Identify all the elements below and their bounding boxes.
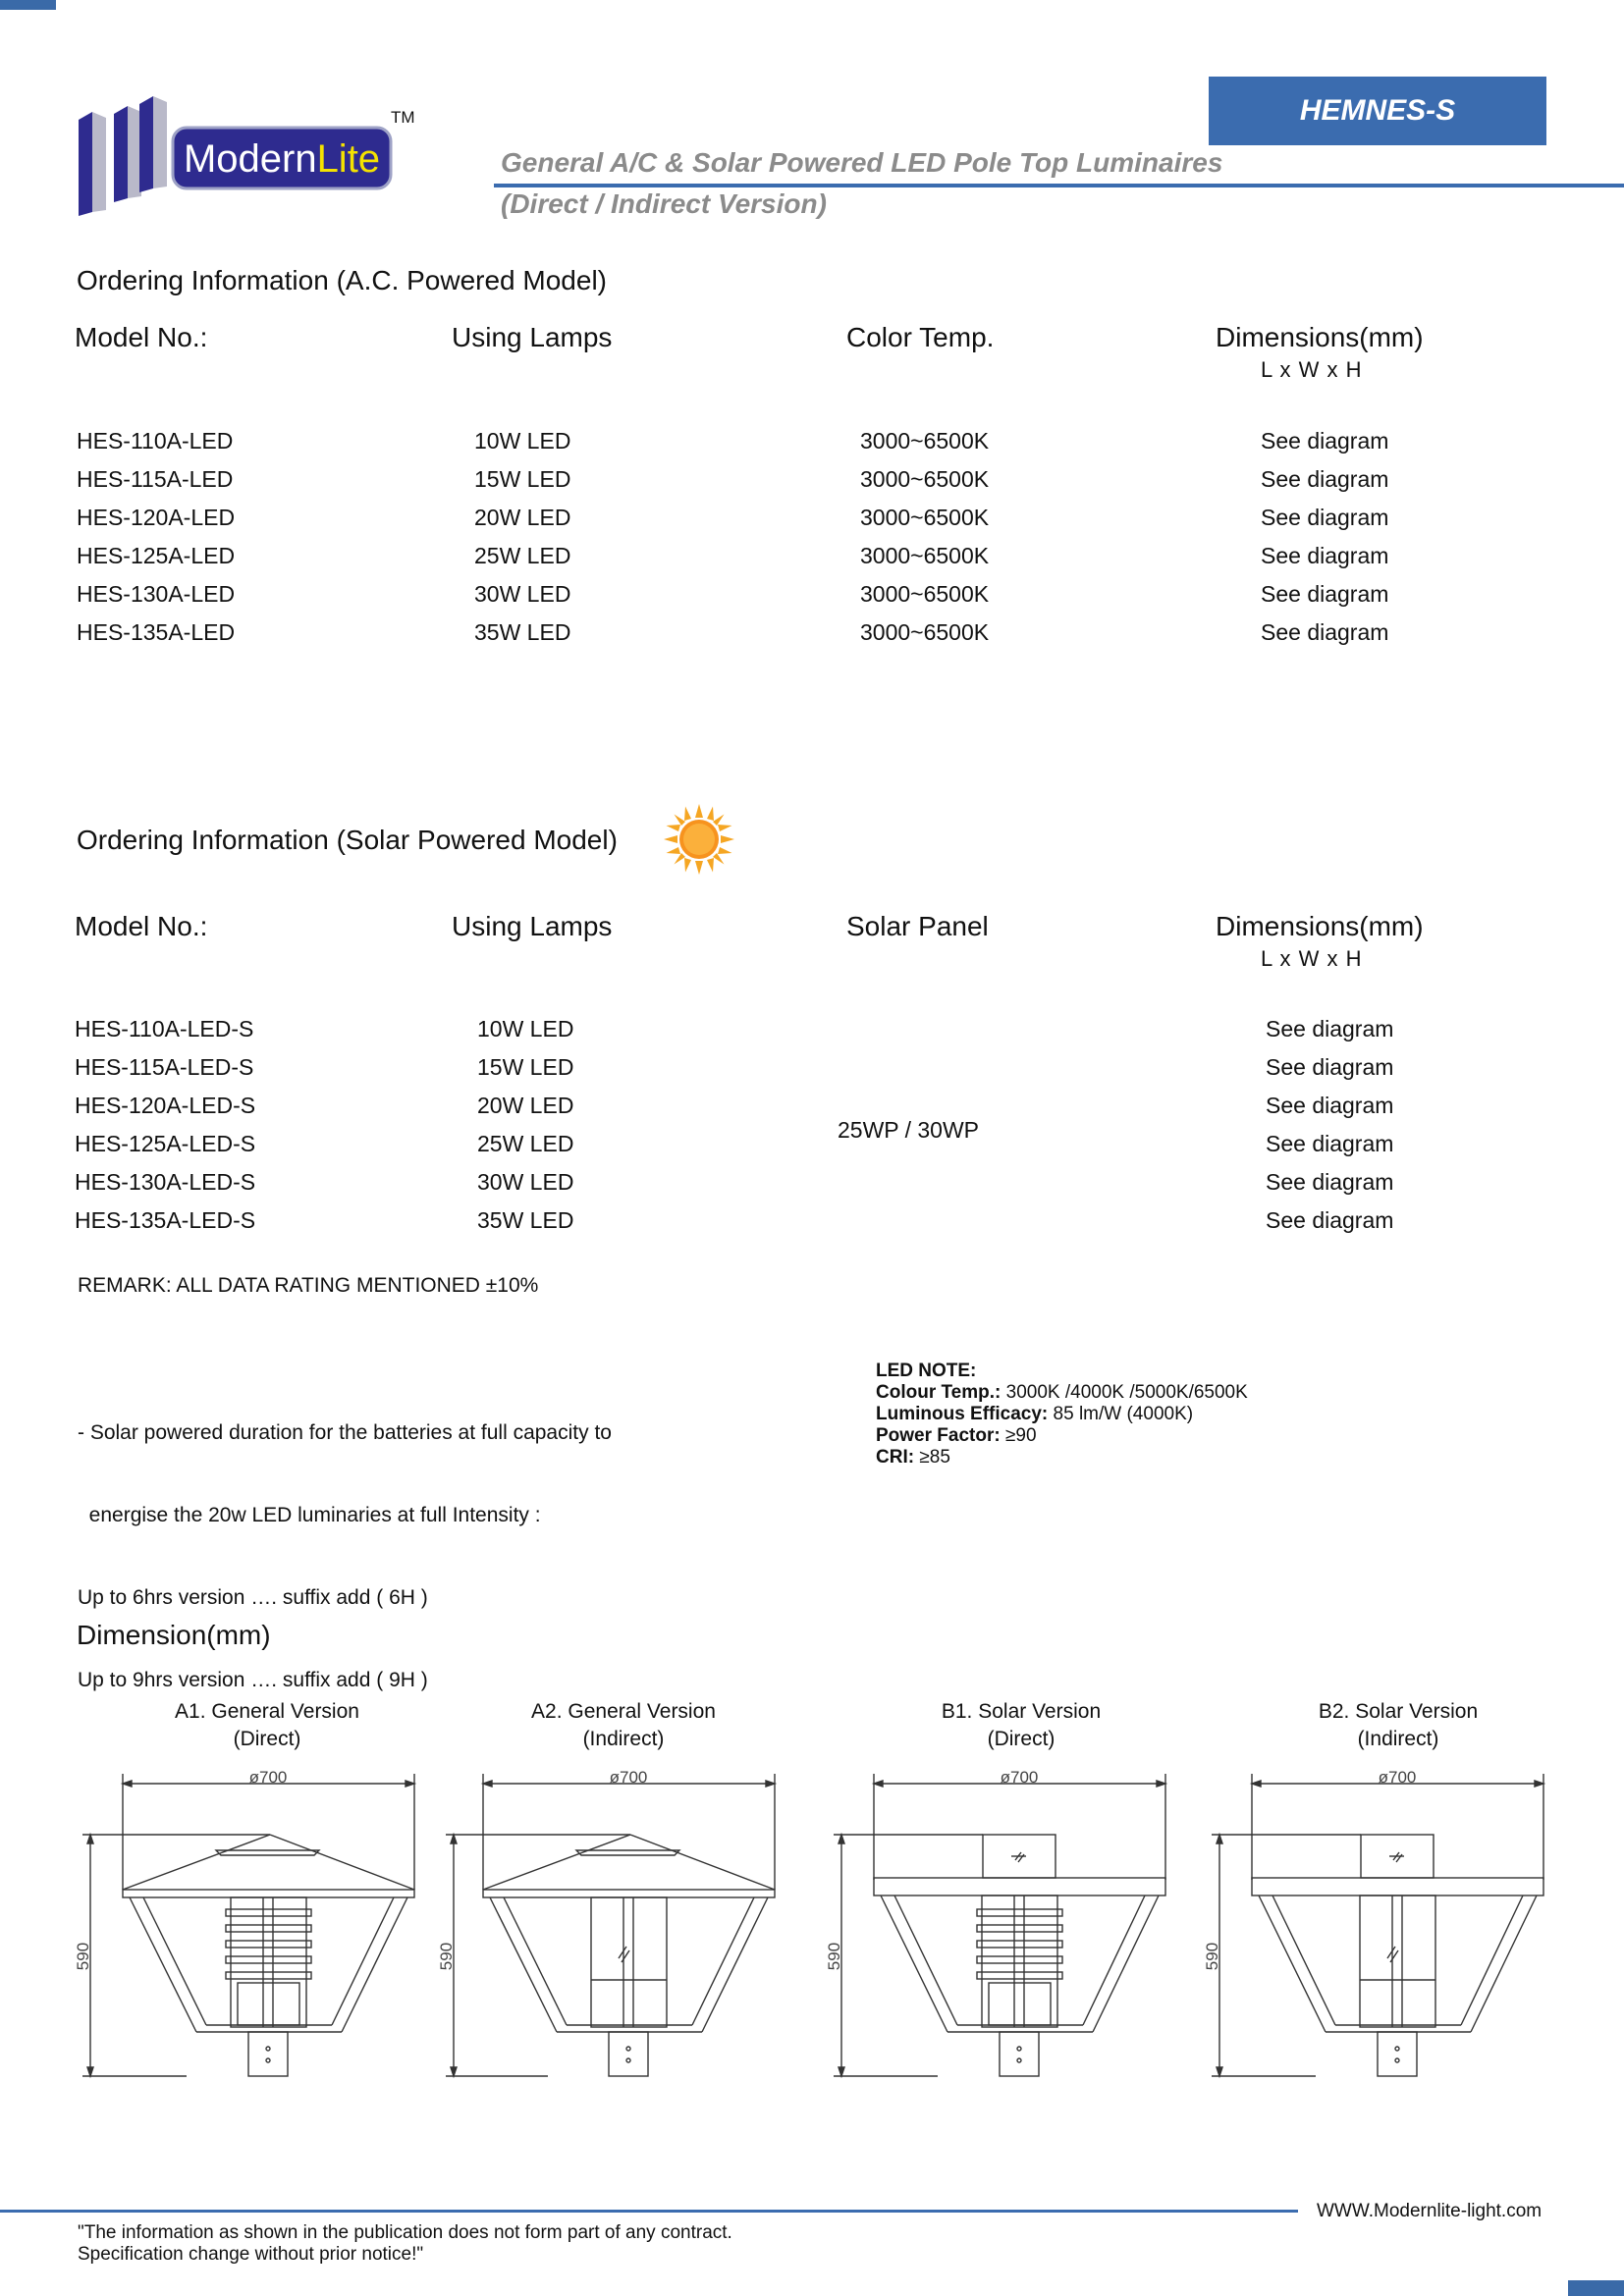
solar-duration-note [78, 1364, 612, 1722]
disclaimer: "The information as shown in the publication does not form part of any contract. Specification change without prior notice!" [78, 2222, 732, 2265]
ac-cell-dim: See diagram [1261, 505, 1389, 530]
solar-header-panel: Solar Panel [846, 911, 989, 941]
solar-cell-model: HES-115A-LED-S [75, 1054, 254, 1080]
solar-cell-model: HES-125A-LED-S [75, 1131, 256, 1156]
svg-text:590: 590 [437, 1942, 456, 1971]
view-label-b2: B2. Solar Version (Indirect) [1318, 1700, 1479, 1750]
solar-cell-lamp: 30W LED [477, 1169, 574, 1195]
ac-cell-temp: 3000~6500K [860, 581, 990, 607]
solar-cell-lamp: 35W LED [477, 1207, 574, 1233]
svg-text:590: 590 [825, 1942, 843, 1971]
trademark: TM [391, 108, 415, 127]
header-rule [494, 184, 1624, 187]
svg-text:590: 590 [1203, 1942, 1221, 1971]
ac-cell-model: HES-135A-LED [77, 619, 236, 645]
ac-dim-sub: L x W x H [1261, 357, 1363, 382]
svg-text:ø700: ø700 [1000, 1768, 1039, 1787]
ac-cell-model: HES-115A-LED [77, 466, 234, 492]
solar-header-lamps: Using Lamps [452, 911, 613, 941]
ac-cell-dim: See diagram [1261, 428, 1389, 454]
led-note-title: LED NOTE: [876, 1361, 977, 1381]
diagram-b1 [820, 1762, 1173, 2086]
svg-text:ø700: ø700 [1378, 1768, 1417, 1787]
product-badge: HEMNES-S [1209, 77, 1546, 145]
sun-icon [664, 804, 734, 875]
ac-section-title: Ordering Information (A.C. Powered Model) [77, 265, 607, 295]
view-label-b1: B1. Solar Version (Direct) [941, 1700, 1102, 1750]
solar-cell-model: HES-110A-LED-S [75, 1016, 254, 1041]
corner-accent-top [0, 0, 56, 10]
ac-cell-model: HES-125A-LED [77, 543, 236, 568]
ac-cell-model: HES-110A-LED [77, 428, 234, 454]
solar-cell-dim: See diagram [1266, 1093, 1394, 1118]
svg-text:ø700: ø700 [248, 1768, 288, 1787]
svg-text:ø700: ø700 [609, 1768, 648, 1787]
ac-cell-dim: See diagram [1261, 581, 1389, 607]
led-note-item: Power Factor: ≥90 [876, 1425, 1037, 1446]
solar-note-line: energise the 20w LED luminaries at full Intensity : [78, 1504, 541, 1526]
led-note [876, 1361, 1248, 1468]
corner-accent-bottom [1568, 2280, 1624, 2296]
solar-cell-model: HES-135A-LED-S [75, 1207, 256, 1233]
remark: REMARK: ALL DATA RATING MENTIONED ±10% [78, 1274, 539, 1297]
ac-cell-model: HES-120A-LED [77, 505, 236, 530]
ac-header-dimensions: Dimensions(mm) [1216, 322, 1424, 352]
solar-cell-model: HES-130A-LED-S [75, 1169, 256, 1195]
ac-cell-dim: See diagram [1261, 543, 1389, 568]
ac-cell-temp: 3000~6500K [860, 428, 990, 454]
solar-cell-lamp: 20W LED [477, 1093, 574, 1118]
solar-cell-lamp: 15W LED [477, 1054, 574, 1080]
ac-cell-temp: 3000~6500K [860, 466, 990, 492]
view-label-a2: A2. General Version (Indirect) [531, 1700, 716, 1750]
view-label-a1: A1. General Version (Direct) [175, 1700, 359, 1750]
ac-cell-model: HES-130A-LED [77, 581, 236, 607]
solar-cell-dim: See diagram [1266, 1016, 1394, 1041]
solar-header-model: Model No.: [75, 911, 208, 941]
solar-section-title: Ordering Information (Solar Powered Model) [77, 825, 618, 855]
ac-cell-dim: See diagram [1261, 466, 1389, 492]
ac-cell-lamp: 20W LED [474, 505, 571, 530]
website-link[interactable]: WWW.Modernlite-light.com [1317, 2201, 1543, 2221]
solar-cell-lamp: 10W LED [477, 1016, 574, 1041]
solar-note-line: Up to 6hrs version …. suffix add ( 6H ) [78, 1586, 428, 1609]
solar-panel-value: 25WP / 30WP [838, 1117, 980, 1143]
solar-dim-sub: L x W x H [1261, 946, 1363, 971]
solar-cell-dim: See diagram [1266, 1131, 1394, 1156]
ac-header-lamps: Using Lamps [452, 322, 613, 352]
ac-cell-lamp: 30W LED [474, 581, 571, 607]
led-note-item: Luminous Efficacy: 85 lm/W (4000K) [876, 1404, 1194, 1424]
logo [77, 94, 420, 216]
solar-note-line: - Solar powered duration for the batteries at full capacity to [78, 1421, 612, 1444]
solar-note-line: Up to 9hrs version …. suffix add ( 9H ) [78, 1669, 428, 1691]
ac-cell-lamp: 35W LED [474, 619, 571, 645]
ac-header-model: Model No.: [75, 322, 208, 352]
diagram-b2 [1198, 1762, 1551, 2086]
solar-cell-model: HES-120A-LED-S [75, 1093, 256, 1118]
ac-cell-lamp: 25W LED [474, 543, 571, 568]
subtitle-line-2: (Direct / Indirect Version) [501, 188, 827, 219]
solar-cell-dim: See diagram [1266, 1054, 1394, 1080]
footer-rule [0, 2210, 1298, 2213]
logo-wordmark: Modern Lite [183, 136, 381, 181]
solar-header-dimensions: Dimensions(mm) [1216, 911, 1424, 941]
solar-cell-dim: See diagram [1266, 1207, 1394, 1233]
ac-cell-temp: 3000~6500K [860, 543, 990, 568]
led-note-item: CRI: ≥85 [876, 1447, 950, 1468]
ac-cell-dim: See diagram [1261, 619, 1389, 645]
diagram-a2 [432, 1762, 785, 2086]
ac-header-colortemp: Color Temp. [846, 322, 995, 352]
ac-cell-temp: 3000~6500K [860, 505, 990, 530]
solar-cell-dim: See diagram [1266, 1169, 1394, 1195]
ac-cell-temp: 3000~6500K [860, 619, 990, 645]
led-note-item: Colour Temp.: 3000K /4000K /5000K/6500K [876, 1382, 1248, 1403]
ac-cell-lamp: 10W LED [474, 428, 571, 454]
dimension-title: Dimension(mm) [77, 1620, 271, 1650]
svg-text:590: 590 [74, 1942, 92, 1971]
solar-cell-lamp: 25W LED [477, 1131, 574, 1156]
ac-cell-lamp: 15W LED [474, 466, 571, 492]
diagram-a1 [69, 1762, 422, 2086]
subtitle-line-1: General A/C & Solar Powered LED Pole Top Luminaires [501, 147, 1223, 178]
